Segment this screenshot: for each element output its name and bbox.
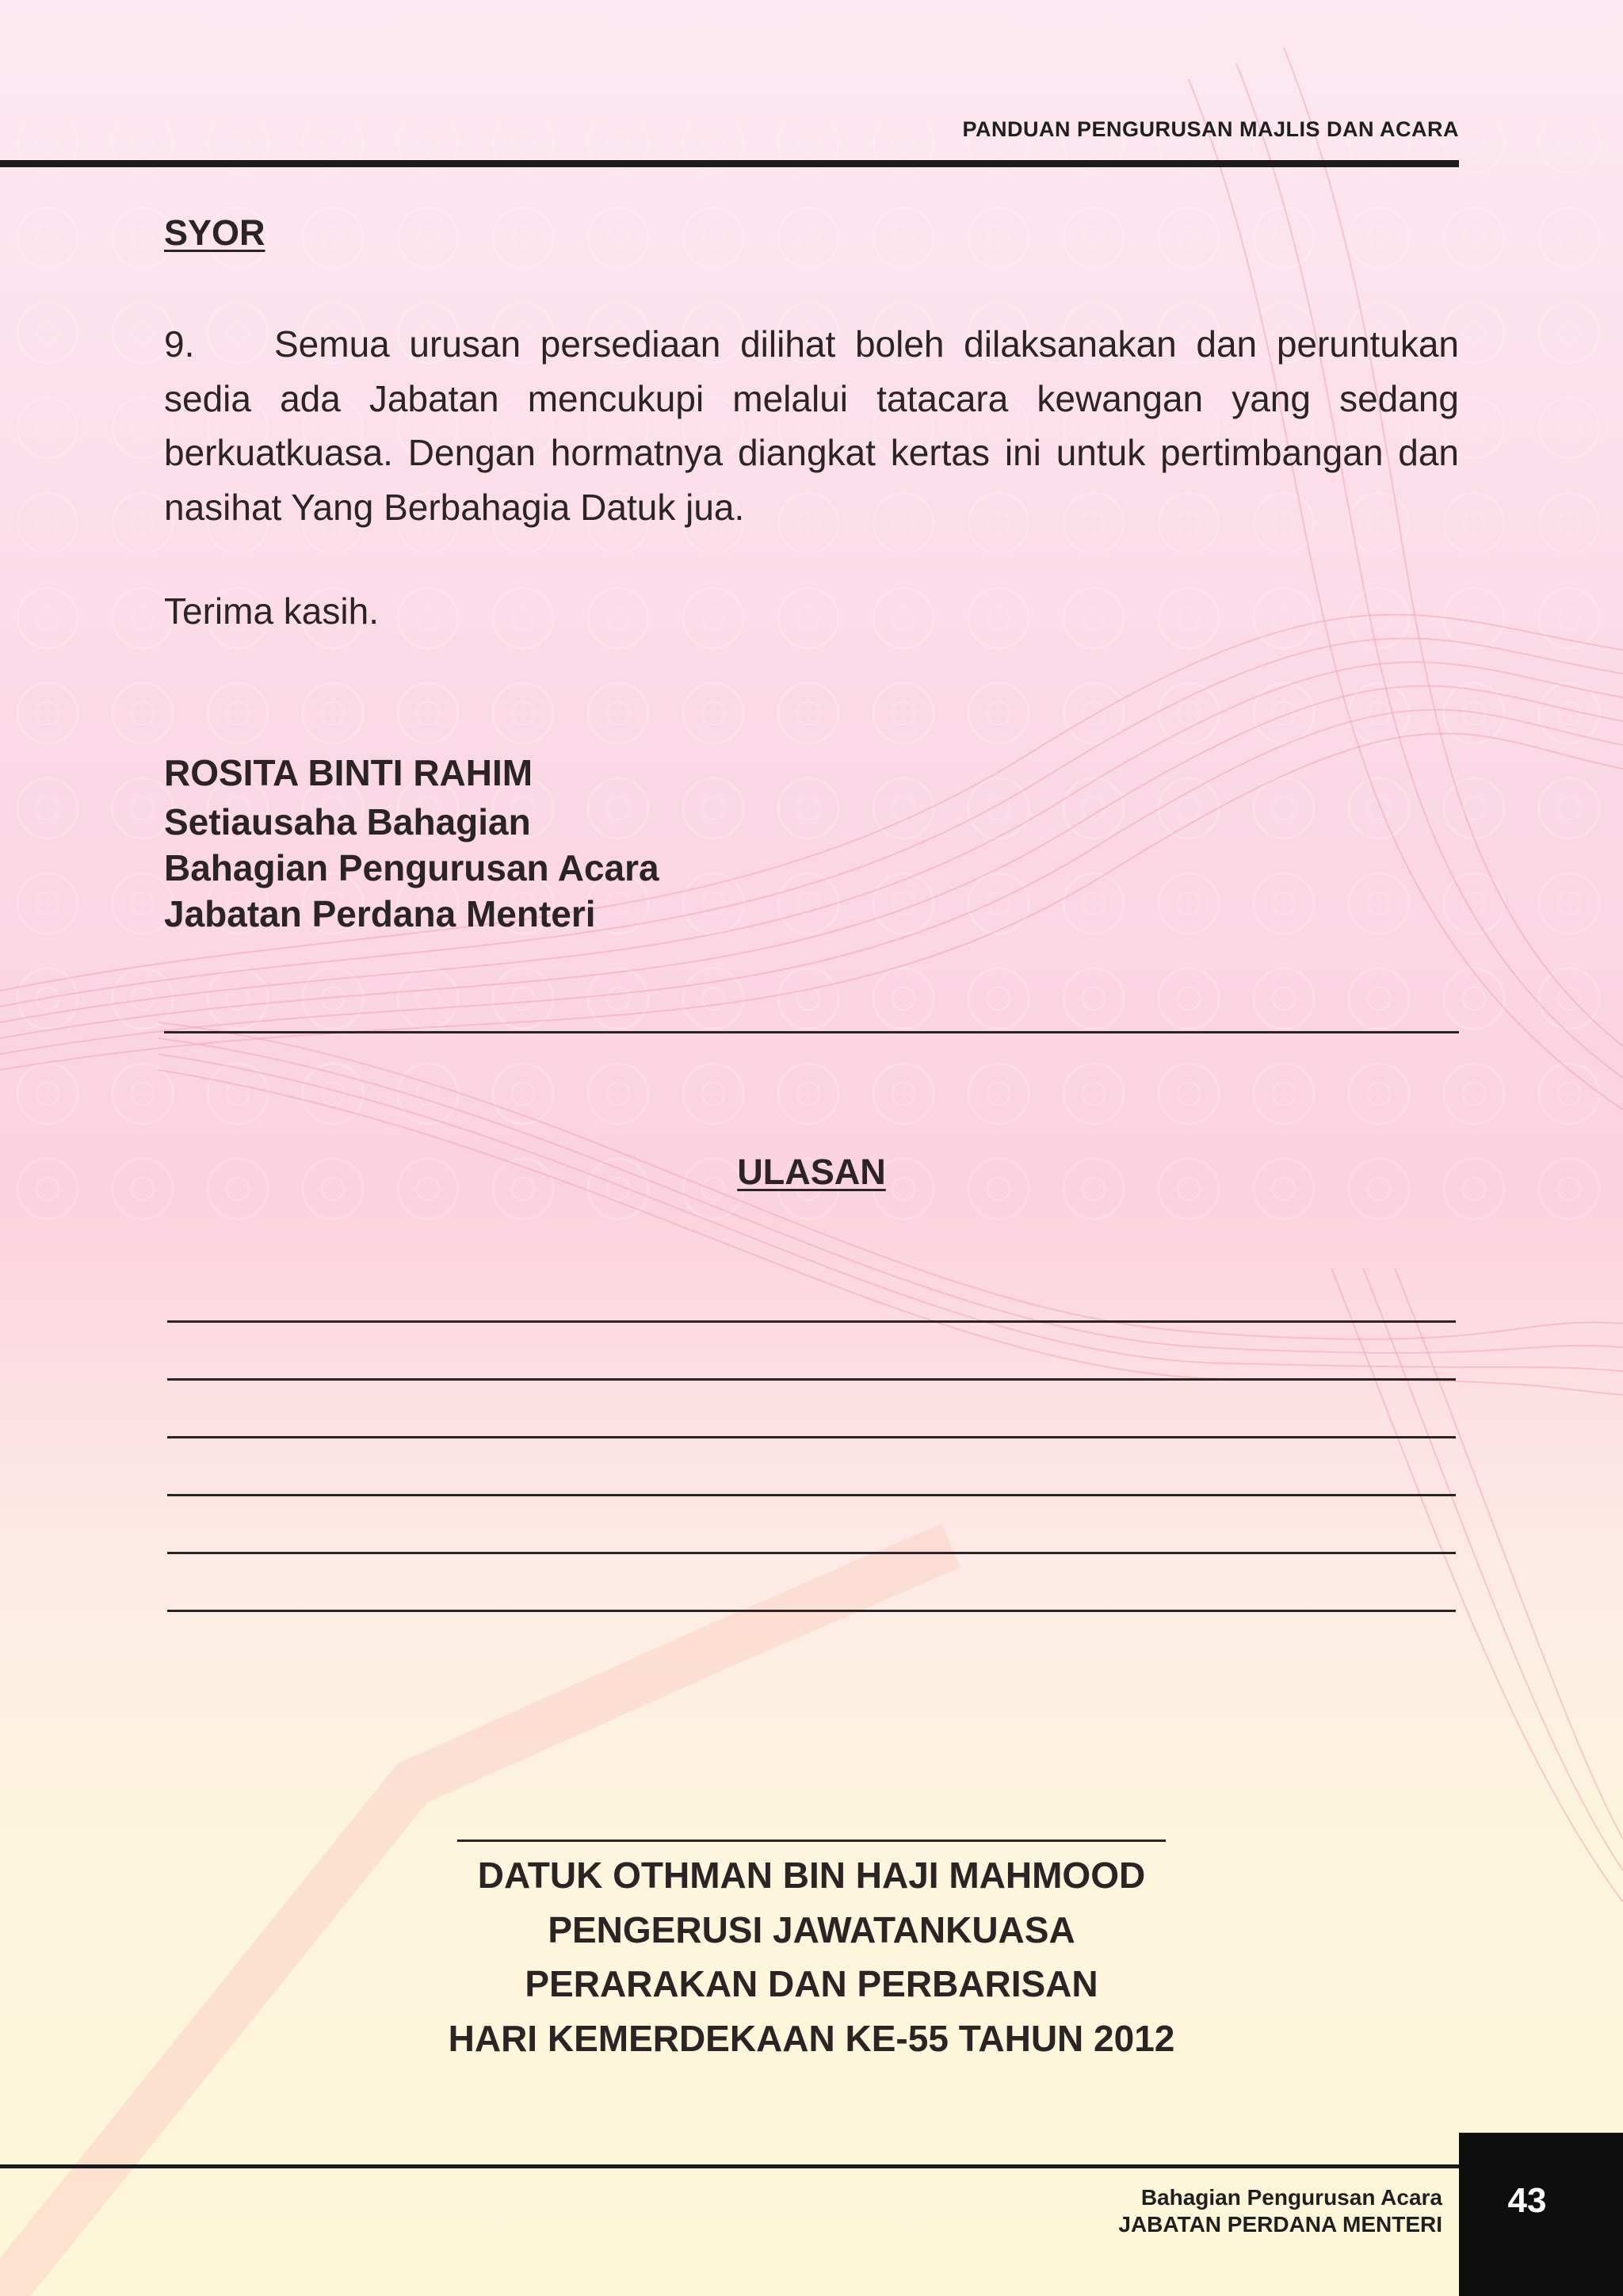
footer-division: Bahagian Pengurusan Acara — [1140, 2185, 1442, 2210]
chairman-event: HARI KEMERDEKAAN KE-55 TAHUN 2012 — [448, 2017, 1175, 2059]
chairman-block — [0, 1848, 1623, 2065]
ulasan-writing-line — [167, 1610, 1456, 1612]
syor-heading: SYOR — [164, 212, 265, 253]
header-rule — [0, 160, 1459, 167]
closing-text: Terima kasih. — [164, 590, 379, 632]
signatory-division: Bahagian Pengurusan Acara — [164, 847, 659, 888]
ulasan-heading: ULASAN — [737, 1152, 886, 1192]
ulasan-writing-line — [167, 1320, 1456, 1323]
signatory-block — [164, 750, 659, 937]
footer-rule — [0, 2164, 1459, 2168]
signatory-position: Setiausaha Bahagian — [164, 801, 531, 842]
signature-line — [457, 1839, 1166, 1842]
ulasan-writing-line — [167, 1494, 1456, 1496]
ulasan-writing-line — [167, 1436, 1456, 1438]
running-header: PANDUAN PENGURUSAN MAJLIS DAN ACARA — [962, 117, 1459, 141]
chairman-name: DATUK OTHMAN BIN HAJI MAHMOOD — [477, 1855, 1146, 1896]
chairman-title: PENGERUSI JAWATANKUASA — [548, 1908, 1075, 1950]
footer-text — [1118, 2184, 1442, 2238]
footer-department: JABATAN PERDANA MENTERI — [1118, 2212, 1442, 2237]
ulasan-section — [0, 1152, 1623, 1193]
ulasan-writing-line — [167, 1378, 1456, 1381]
chairman-committee: PERARAKAN DAN PERBARISAN — [525, 1963, 1098, 2004]
paragraph-text: Semua urusan persediaan dilihat boleh dilaksanakan dan peruntukan sedia ada Jabatan mencukupi melalui tatacara kewangan yang sedang berkuatkuasa. Dengan hormatnya diangkat kertas ini untuk pertimbangan dan nasihat Yang Berbahagia Datuk jua. — [164, 323, 1459, 528]
signatory-department: Jabatan Perdana Menteri — [164, 893, 596, 934]
paragraph-number: 9. — [164, 323, 195, 365]
section-divider — [164, 1031, 1459, 1033]
page-number: 43 — [1507, 2181, 1547, 2220]
ulasan-writing-line — [167, 1552, 1456, 1554]
signatory-name: ROSITA BINTI RAHIM — [164, 752, 533, 793]
syor-paragraph — [164, 317, 1459, 534]
